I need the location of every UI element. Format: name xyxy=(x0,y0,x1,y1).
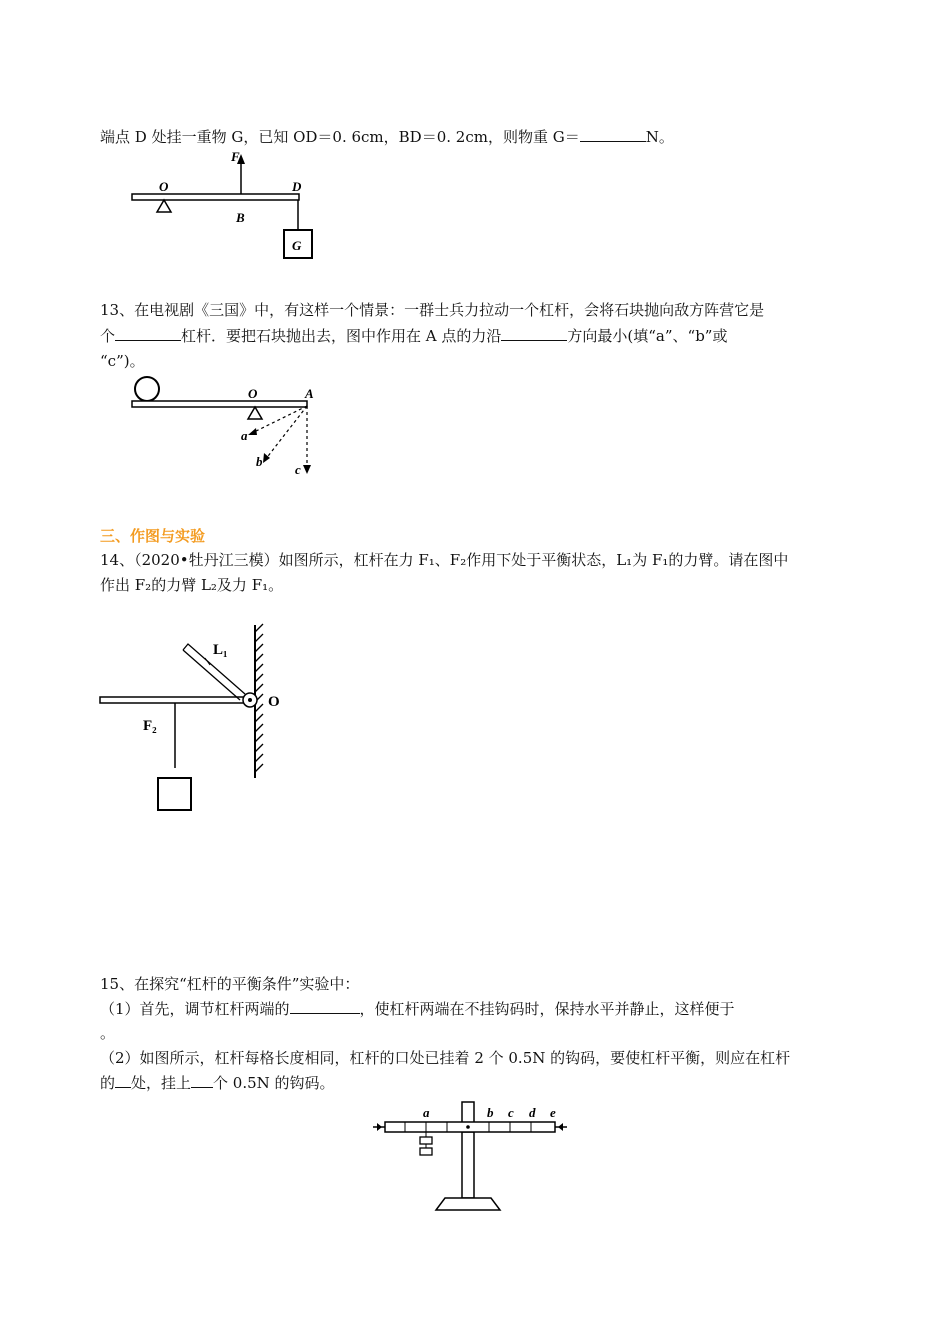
q12-text-before: 端点 D 处挂一重物 G，已知 OD＝0. 6cm，BD＝0. 2cm，则物重 G＝ xyxy=(100,128,580,146)
pivot-dot xyxy=(466,1125,470,1129)
label-o: O xyxy=(159,179,169,194)
q14-line1: 14、（2020•牡丹江三模）如图所示，杠杆在力 F₁、F₂作用下处于平衡状态，L₁为 F₁的力臂。请在图中 xyxy=(100,551,789,569)
fulcrum-triangle xyxy=(248,407,262,419)
label-d: d xyxy=(529,1105,536,1120)
q13-line1: 13、在电视剧《三国》中，有这样一个情景：一群士兵力拉动一个杠杆，会将石块抛向敌方阵营它是 xyxy=(100,301,765,319)
label-g: G xyxy=(292,238,302,253)
pivot-center xyxy=(248,698,252,702)
l1-bracket-inner xyxy=(183,650,240,700)
q13-line2-c: 方向最小(填“a”、“b”或 xyxy=(567,327,728,345)
stand-base xyxy=(436,1198,500,1210)
q13-blank1[interactable] xyxy=(115,326,181,341)
q13-line2-b: 杠杆．要把石块抛出去，图中作用在 A 点的力沿 xyxy=(181,327,502,345)
q12-answer-blank[interactable] xyxy=(580,127,646,142)
q15-p2-a: 的 xyxy=(100,1074,116,1092)
label-a-point: A xyxy=(305,386,314,401)
q15-blank3[interactable] xyxy=(191,1073,213,1088)
arrowhead-c xyxy=(303,465,311,474)
lever-bar xyxy=(132,401,307,407)
label-o: O xyxy=(248,386,258,401)
weight-box xyxy=(158,778,191,810)
label-o: O xyxy=(268,694,280,710)
q15-p2-line1: （2）如图所示，杠杆每格长度相同，杠杆的口处已挂着 2 个 0.5N 的钩码，要使杠杆平衡，则应在杠杆 xyxy=(100,1049,791,1067)
q15-blank1[interactable] xyxy=(290,999,360,1014)
label-l1: L₁ xyxy=(213,642,228,658)
q13-line2-a: 个 xyxy=(100,327,116,345)
label-f2: F₂ xyxy=(143,718,157,734)
q12-text-after: N。 xyxy=(645,128,674,146)
label-c: c xyxy=(295,462,301,477)
q13-catapult-figure xyxy=(130,372,330,482)
section3-heading: 三、作图与实验 xyxy=(100,527,206,545)
q14-wall-lever-figure xyxy=(95,620,295,820)
q15-blank2[interactable] xyxy=(115,1073,131,1088)
label-d: D xyxy=(292,179,302,194)
q15-p1-end: 。 xyxy=(100,1024,116,1042)
q15-p1-a: （1）首先，调节杠杆两端的 xyxy=(100,1000,290,1018)
lever-bar xyxy=(100,697,250,703)
label-e: e xyxy=(550,1105,556,1120)
lever-bar xyxy=(132,194,299,200)
label-c: c xyxy=(508,1105,514,1120)
q13-blank2[interactable] xyxy=(501,326,567,341)
fulcrum-triangle xyxy=(157,200,171,212)
l1-tick xyxy=(205,658,210,665)
q15-p2-c: 个 0.5N 的钩码。 xyxy=(213,1074,335,1092)
post-top xyxy=(462,1102,474,1124)
label-a: a xyxy=(241,428,248,443)
q15-p2-b: 处，挂上 xyxy=(131,1074,192,1092)
q15-p1 xyxy=(100,999,735,1019)
q14-line2: 作出 F₂的力臂 L₂及力 F₁。 xyxy=(100,576,284,594)
q15-intro: 15、在探究“杠杆的平衡条件”实验中： xyxy=(100,975,360,993)
stone-circle xyxy=(135,377,159,401)
right-nut-arrow xyxy=(558,1123,563,1131)
q15-p2-line2 xyxy=(100,1073,335,1093)
q15-p1-b: ，使杠杆两端在不挂钩码时，保持水平并静止，这样便于 xyxy=(359,1000,735,1018)
left-nut-arrow xyxy=(377,1123,382,1131)
label-b: b xyxy=(487,1105,494,1120)
q13-line2 xyxy=(100,326,727,346)
q15-balance-figure xyxy=(370,1098,570,1218)
q13-line3: “c”)。 xyxy=(100,352,145,370)
label-f: F xyxy=(231,149,240,164)
post-stand xyxy=(462,1132,474,1198)
direction-a-line xyxy=(250,406,307,434)
q12-text xyxy=(100,127,674,147)
label-b: b xyxy=(256,454,263,469)
direction-b-line xyxy=(265,406,307,460)
label-b: B xyxy=(236,210,245,225)
arrowhead-a xyxy=(248,428,257,435)
label-a: a xyxy=(423,1105,430,1120)
hook-weight-2 xyxy=(420,1148,432,1155)
q12-lever-figure xyxy=(130,148,330,263)
lever-bar xyxy=(385,1122,555,1132)
hook-weight-1 xyxy=(420,1137,432,1144)
